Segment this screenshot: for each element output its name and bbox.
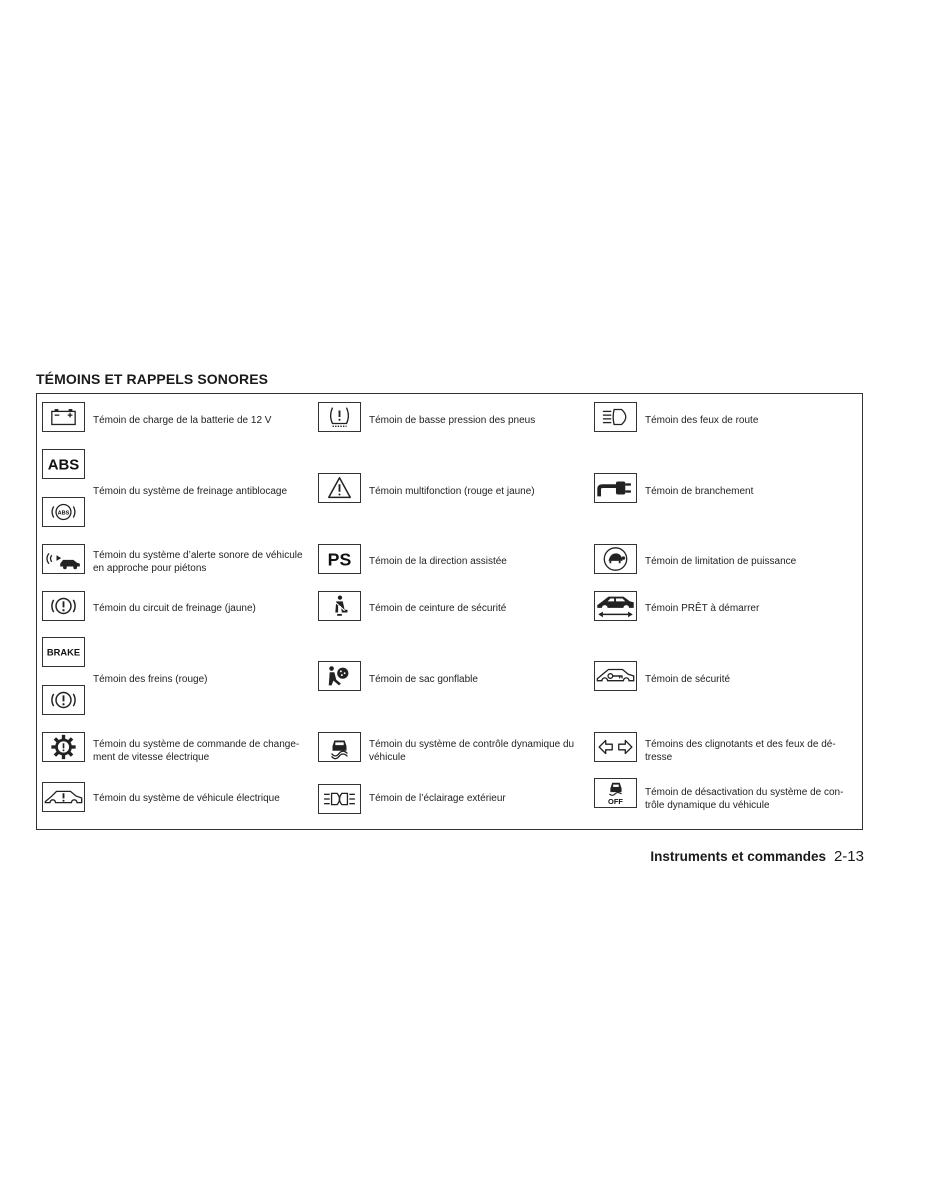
ready-label: Témoin PRÊT à démarrer: [645, 603, 760, 614]
abs-label: Témoin du système de freinage antiblocage: [93, 486, 288, 497]
power-limit-label: Témoin de limitation de puissance: [645, 556, 797, 567]
power-steering-label: Témoin de la direction assistée: [369, 556, 507, 567]
power-steering-icon: [318, 544, 361, 574]
tire-pressure-icon: [318, 402, 361, 432]
abs-icon: [42, 449, 85, 479]
exterior-light-icon: [318, 784, 361, 814]
plug-icon: [594, 473, 637, 503]
tire-label: Témoin de basse pression des pneus: [369, 415, 536, 426]
seatbelt-icon: [318, 591, 361, 621]
exterior-light-label: Témoin de l’éclairage extérieur: [369, 793, 506, 804]
battery-icon: [42, 402, 85, 432]
brake-red-label: Témoin des freins (rouge): [93, 674, 208, 685]
page-footer: [650, 848, 864, 865]
brake-icon-text: BRAKE: [46, 647, 81, 658]
pedestrian-alert-icon: [42, 544, 85, 574]
power-limit-icon: [594, 544, 637, 574]
turn-signal-icon: [594, 732, 637, 762]
security-label: Témoin de sécurité: [645, 674, 731, 685]
ready-icon: [594, 591, 637, 621]
vdc-icon: [318, 732, 361, 762]
brake-warning-icon: [42, 685, 85, 715]
vdc-label: Témoin du système de contrôle dynamique du véhicule: [369, 739, 575, 763]
vdc-off-icon-text: OFF: [608, 797, 623, 807]
abs-icon-text: ABS: [47, 456, 80, 474]
ev-system-icon: [42, 782, 85, 812]
high-beam-label: Témoin des feux de route: [645, 415, 759, 426]
turn-signal-label: Témoins des clignotants et des feux de dé-tresse: [645, 739, 836, 763]
section-title: TÉMOINS ET RAPPELS SONORES: [36, 371, 269, 387]
high-beam-icon: [594, 402, 637, 432]
brake-text-icon: [42, 637, 85, 667]
master-warning-icon: [318, 473, 361, 503]
security-icon: [594, 661, 637, 691]
brake-circuit-icon: [42, 591, 85, 621]
ps-icon-text: PS: [327, 549, 352, 570]
battery-label: Témoin de charge de la batterie de 12 V: [93, 415, 272, 426]
master-warning-label: Témoin multifonction (rouge et jaune): [369, 486, 535, 497]
abs-circle-text: ABS: [57, 510, 70, 517]
airbag-icon: [318, 661, 361, 691]
vdc-off-label: Témoin de désactivation du système de con-trôle dynamique du véhicule: [645, 787, 844, 811]
vdc-off-icon: [594, 778, 637, 808]
abs-circle-icon: [42, 497, 85, 527]
pedestrian-label: Témoin du système d’alerte sonore de véhicule en approche pour piétons: [93, 550, 303, 574]
footer-section: Instruments et commandes: [650, 849, 826, 864]
shift-label: Témoin du système de commande de change-ment de vitesse électrique: [93, 739, 300, 763]
plug-label: Témoin de branchement: [645, 486, 754, 497]
airbag-label: Témoin de sac gonflable: [369, 674, 478, 685]
seatbelt-label: Témoin de ceinture de sécurité: [369, 603, 507, 614]
ev-system-label: Témoin du système de véhicule électrique: [93, 793, 280, 804]
shift-gear-icon: [42, 732, 85, 762]
page-number: 2-13: [833, 848, 864, 865]
brake-yellow-label: Témoin du circuit de freinage (jaune): [93, 603, 256, 614]
